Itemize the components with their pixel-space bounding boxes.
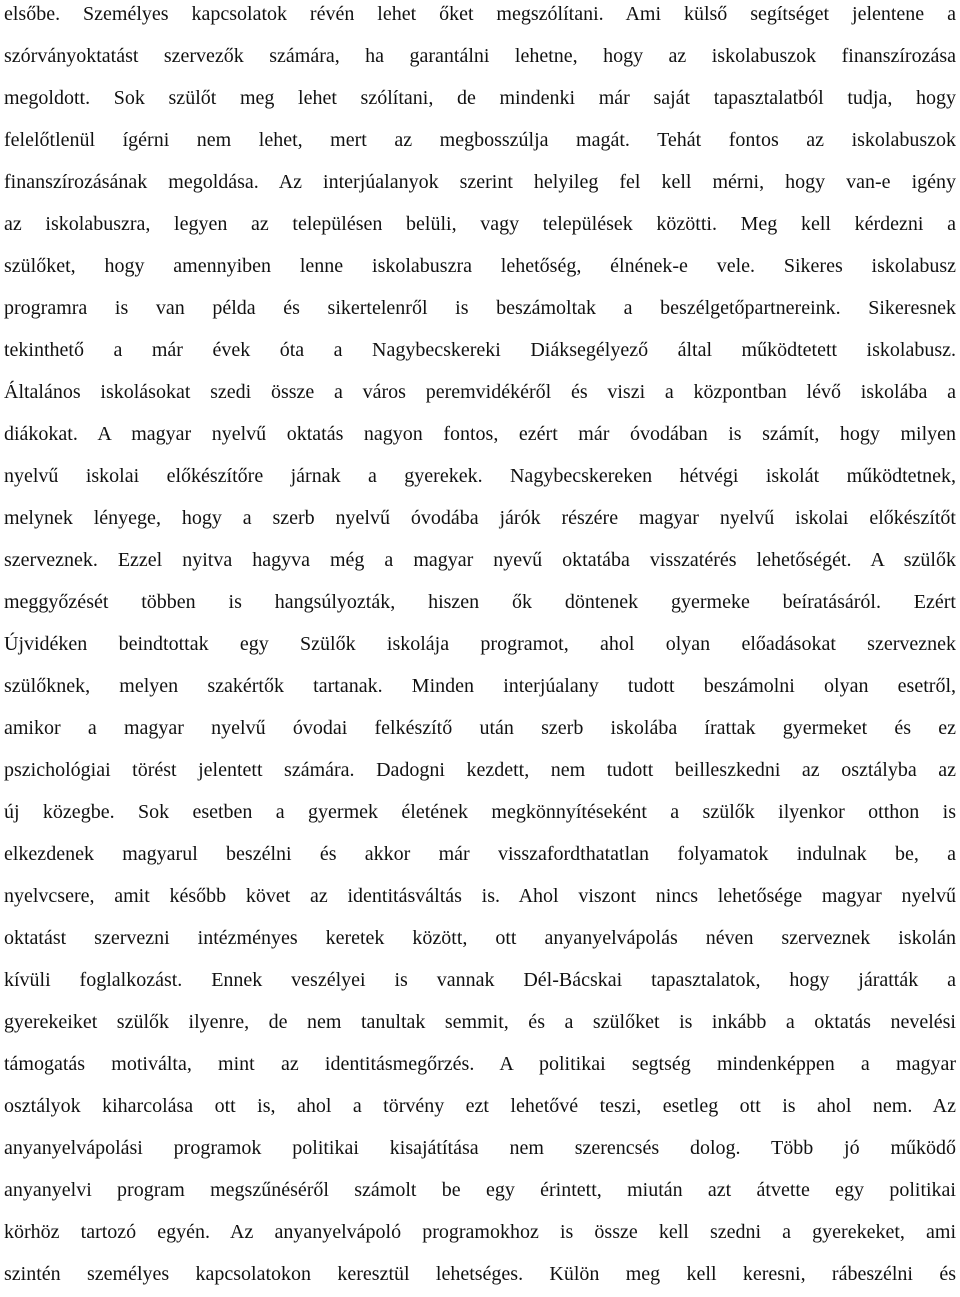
text-line: elsőbe. Személyes kapcsolatok révén lehet őket megszólítani. Ami külső segítséget jelentene a	[4, 3, 956, 25]
text-line: kívüli foglalkozást. Ennek veszélyei is vannak Dél-Bácskai tapasztalatok, hogy járatták a	[4, 969, 956, 991]
text-line: szintén személyes kapcsolatokon keresztül lehetséges. Külön meg kell keresni, rábeszélni és	[4, 1263, 956, 1285]
text-line: szórványoktatást szervezők számára, ha garantálni lehetne, hogy az iskolabuszok finanszírozása	[4, 45, 956, 67]
text-line: gyerekeiket szülők ilyenre, de nem tanultak semmit, és a szülőket is inkább a oktatás nevelési	[4, 1011, 956, 1033]
text-line: támogatás motiválta, mint az identitásmegőrzés. A politikai segtség mindenképpen a magyar	[4, 1053, 956, 1075]
text-line: az iskolabuszra, legyen az településen belüli, vagy települések közötti. Meg kell kérdezni a	[4, 213, 956, 235]
text-line: finanszírozásának megoldása. Az interjúalanyok szerint helyileg fel kell mérni, hogy van-e igény	[4, 171, 956, 193]
text-line: oktatást szervezni intézményes keretek között, ott anyanyelvápolás néven szerveznek iskolán	[4, 927, 956, 949]
text-line: diákokat. A magyar nyelvű oktatás nagyon fontos, ezért már óvodában is számít, hogy milyen	[4, 423, 956, 445]
text-line: tekinthető a már évek óta a Nagybecskereki Diáksegélyező által működtetett iskolabusz.	[4, 339, 956, 361]
text-line: osztályok kiharcolása ott is, ahol a törvény ezt lehetővé teszi, esetleg ott is ahol nem. Az	[4, 1095, 956, 1117]
text-line: programra is van példa és sikertelenről is beszámoltak a beszélgetőpartnereink. Sikeresnek	[4, 297, 956, 319]
text-line: körhöz tartozó egyén. Az anyanyelvápoló programokhoz is össze kell szedni a gyerekeket, ami	[4, 1221, 956, 1243]
text-line: felelőtlenül ígérni nem lehet, mert az megbosszúlja magát. Tehát fontos az iskolabuszok	[4, 129, 956, 151]
text-line: meggyőzését többen is hangsúlyozták, hiszen ők döntenek gyermeke beíratásáról. Ezért	[4, 591, 956, 613]
text-line: anyanyelvápolási programok politikai kisajátítása nem szerencsés dolog. Több jó működő	[4, 1137, 956, 1159]
text-line: Újvidéken beindtottak egy Szülők iskolája programot, ahol olyan előadásokat szerveznek	[4, 633, 956, 655]
text-line: szülőknek, melyen szakértők tartanak. Minden interjúalany tudott beszámolni olyan esetről,	[4, 675, 956, 697]
text-line: megoldott. Sok szülőt meg lehet szólítani, de mindenki már saját tapasztalatból tudja, hogy	[4, 87, 956, 109]
text-line: pszichológiai törést jelentett számára. Dadogni kezdett, nem tudott beilleszkedni az osztályba az	[4, 759, 956, 781]
text-line: szülőket, hogy amennyiben lenne iskolabuszra lehetőség, élnének-e vele. Sikeres iskolabusz	[4, 255, 956, 277]
text-line: amikor a magyar nyelvű óvodai felkészítő után szerb iskolába írattak gyermeket és ez	[4, 717, 956, 739]
text-line: melynek lényege, hogy a szerb nyelvű óvodába járók részére magyar nyelvű iskolai előkészítőt	[4, 507, 956, 529]
text-line: új közegbe. Sok esetben a gyermek életének megkönnyítéseként a szülők ilyenkor otthon is	[4, 801, 956, 823]
text-line: nyelvcsere, amit később követ az identitásváltás is. Ahol viszont nincs lehetősége magyar nyelvű	[4, 885, 956, 907]
text-line: nyelvű iskolai előkészítőre járnak a gyerekek. Nagybecskereken hétvégi iskolát működtetnek,	[4, 465, 956, 487]
text-line: elkezdenek magyarul beszélni és akkor már visszafordthatatlan folyamatok indulnak be, a	[4, 843, 956, 865]
text-line: anyanyelvi program megszűnéséről számolt be egy érintett, miután azt átvette egy politikai	[4, 1179, 956, 1201]
text-line: Általános iskolásokat szedi össze a város peremvidékéről és viszi a központban lévő iskolába a	[4, 381, 956, 403]
text-line: szerveznek. Ezzel nyitva hagyva még a magyar nyevű oktatába visszatérés lehetőségét. A szülők	[4, 549, 956, 571]
